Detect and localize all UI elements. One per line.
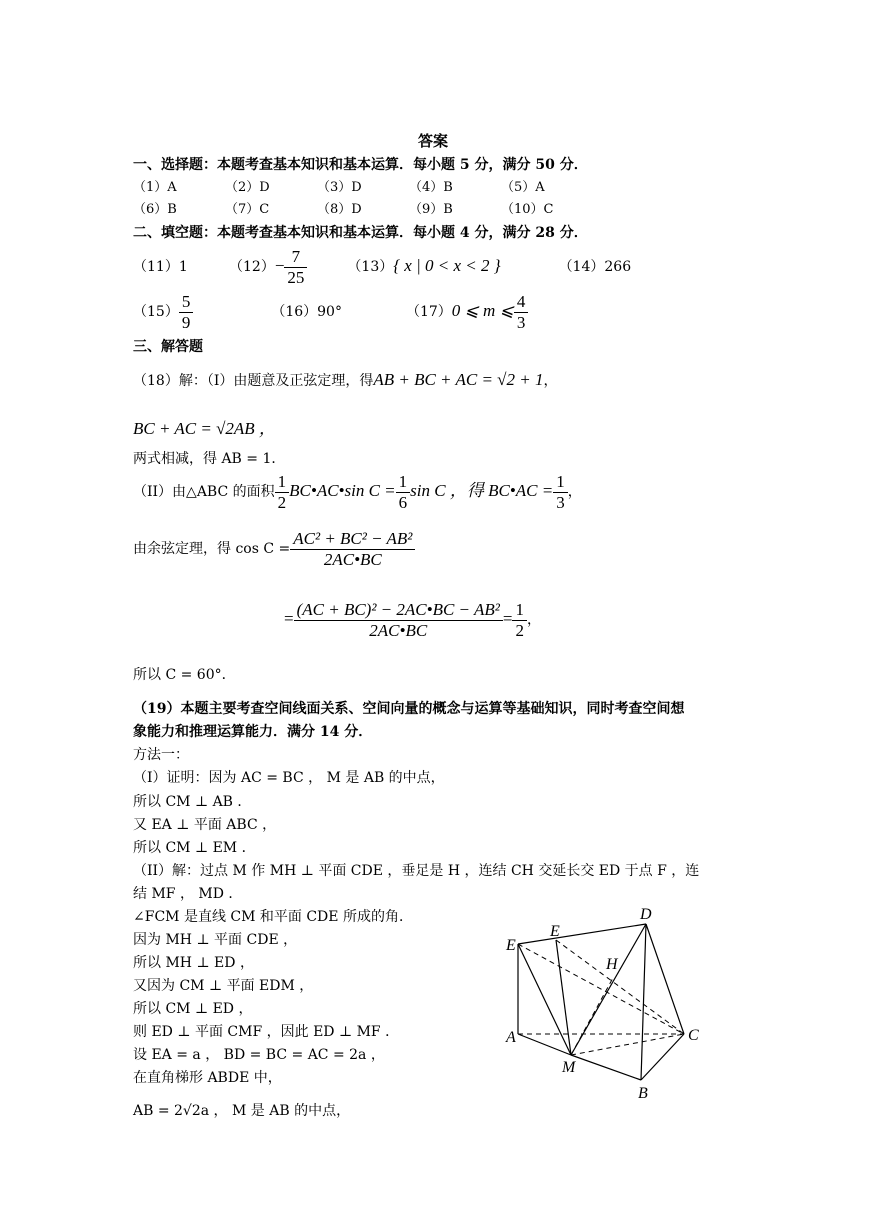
fraction-numerator: AC² + BC² − AB² xyxy=(290,529,415,550)
fraction-numerator: (AC + BC)² − 2AC•BC − AB² xyxy=(294,600,503,621)
page-title: 答案 xyxy=(418,132,449,150)
fraction-denominator: 25 xyxy=(287,267,305,287)
section2-heading: 二、填空题：本题考查基本知识和基本运算．每小题 4 分，满分 28 分． xyxy=(133,225,588,241)
fraction-numerator: 1 xyxy=(396,472,411,493)
label-A: A xyxy=(506,1029,516,1046)
proof-line-1: （I）证明：因为 AC = BC ， M 是 AB 的中点， xyxy=(133,770,445,786)
answer-12-label: （12） xyxy=(229,259,275,275)
proof-line-12: 则 ED ⊥ 平面 CMF ，因此 ED ⊥ MF ． xyxy=(133,1024,400,1040)
q18-line1-formula: AB + BC + AC = √2 + 1 xyxy=(373,370,544,389)
answer-12-sign: − xyxy=(274,256,285,275)
answer-9: （9）B xyxy=(409,202,453,217)
fraction-denominator: 3 xyxy=(556,492,565,512)
label-D: D xyxy=(640,906,652,923)
fraction-denominator: 6 xyxy=(398,492,408,512)
answer-5: （5）A xyxy=(501,180,545,195)
proof-line-10: 又因为 CM ⊥ 平面 EDM ， xyxy=(133,978,314,994)
answer-10: （10）C xyxy=(501,202,554,217)
proof-line-2: 所以 CM ⊥ AB ． xyxy=(133,794,252,810)
fraction-denominator: 2 xyxy=(515,620,524,640)
q18-line1: （18）解：（I）由题意及正弦定理，得AB + BC + AC = √2 + 1， xyxy=(133,370,558,389)
answer-17-label: （17） xyxy=(405,304,452,320)
q18-line4: （II）由△ABC 的面积 $\frac{1}{2}$ BC•AC•sin C = $\frac{1}{6}$ sin C ，得 BC•AC = $\frac{1}{3}$ ， xyxy=(133,471,582,512)
q18-line6: = $\frac{\text{(AC + BC)² − 2AC•BC − AB²}}{2AC•BC}$ = $\frac{1}{2}$ ， xyxy=(284,599,541,640)
answer-3: （3）D xyxy=(317,180,362,195)
choice-answers-row1 xyxy=(133,176,593,195)
fraction-denominator: 2AC•BC xyxy=(323,549,382,569)
choice-answers-row2 xyxy=(133,198,593,217)
fraction-denominator: 3 xyxy=(516,312,526,332)
answer-11: （11）1 xyxy=(133,259,188,275)
answer-13-expr: { x | 0 < x < 2 } xyxy=(393,256,501,275)
section3-heading: 三、解答题 xyxy=(133,339,203,355)
answer-2: （2）D xyxy=(225,180,270,195)
answer-17-expr: 0 ⩽ m ⩽ xyxy=(451,301,514,320)
proof-line-5: （II）解：过点 M 作 MH ⊥ 平面 CDE ，垂足是 H ，连结 CH 交延长交 ED 于点 F ，连 xyxy=(133,863,700,879)
cosine-fraction xyxy=(290,529,415,570)
fraction-denominator: 9 xyxy=(181,312,191,332)
fraction-numerator: 7 xyxy=(284,247,307,268)
label-M: M xyxy=(562,1059,576,1076)
fill-row1 xyxy=(133,245,631,287)
fraction-numerator: 1 xyxy=(512,600,527,621)
answer-17-fraction xyxy=(514,292,529,333)
label-E-top: E xyxy=(550,923,560,940)
q18-line2: BC + AC = √2AB ， xyxy=(133,419,276,438)
answer-15-fraction xyxy=(179,292,194,333)
answer-12-fraction xyxy=(284,247,307,288)
answer-8: （8）D xyxy=(317,202,362,217)
answer-6: （6）B xyxy=(133,202,177,217)
q18-line3: 两式相减，得 AB = 1． xyxy=(133,451,286,467)
fraction-denominator: 2 xyxy=(277,492,287,512)
result-fraction xyxy=(512,600,527,641)
answer-14: （14）266 xyxy=(558,259,632,275)
method-label: 方法一： xyxy=(133,747,189,763)
fill-row2 xyxy=(133,290,528,332)
q18-line4-formula2: sin C ，得 BC•AC = xyxy=(410,481,554,500)
answer-1: （1）A xyxy=(133,180,177,195)
fraction-numerator: 1 xyxy=(275,472,290,493)
fraction-sixth xyxy=(396,472,411,513)
proof-line-7: ∠FCM 是直线 CM 和平面 CDE 所成的角． xyxy=(133,909,413,925)
q18-line4-text: （II）由△ABC 的面积 xyxy=(133,484,275,500)
answer-13-label: （13） xyxy=(347,259,394,275)
fraction-numerator: 5 xyxy=(179,292,194,313)
answer-4: （4）B xyxy=(409,180,453,195)
proof-line-15: AB = 2√2a ， M 是 AB 的中点， xyxy=(133,1103,351,1119)
q19-heading-2: 象能力和推理运算能力．满分 14 分． xyxy=(133,724,373,740)
q18-line5-text: 由余弦定理，得 cos C = xyxy=(133,541,291,557)
proof-line-11: 所以 CM ⊥ ED ， xyxy=(133,1001,253,1017)
answer-16: （16）90° xyxy=(271,304,342,320)
fraction-half xyxy=(275,472,290,513)
q18-line4-formula: BC•AC•sin C = xyxy=(289,481,396,500)
label-C: C xyxy=(688,1027,699,1044)
answer-15-label: （15） xyxy=(133,304,179,320)
fraction-denominator: 2AC•BC xyxy=(369,620,428,640)
expanded-fraction xyxy=(294,600,503,641)
proof-line-3: 又 EA ⊥ 平面 ABC ， xyxy=(133,817,277,833)
q18-line1-text: （18）解：（I）由题意及正弦定理，得 xyxy=(133,373,374,389)
fraction-third xyxy=(553,472,568,513)
figure-solid-lines xyxy=(518,924,684,1080)
proof-line-14: 在直角梯形 ABDE 中， xyxy=(133,1070,282,1086)
proof-line-6: 结 MF ， MD ． xyxy=(133,886,243,902)
q19-heading-1: （19）本题主要考查空间线面关系、空间向量的概念与运算等基础知识，同时考查空间想 xyxy=(133,701,685,717)
proof-line-4: 所以 CM ⊥ EM ． xyxy=(133,840,256,856)
geometry-figure xyxy=(500,900,720,1100)
proof-line-9: 所以 MH ⊥ ED ， xyxy=(133,955,254,971)
proof-line-8: 因为 MH ⊥ 平面 CDE ， xyxy=(133,932,298,948)
label-B: B xyxy=(638,1085,648,1100)
label-E-left: E xyxy=(506,937,516,954)
proof-line-13: 设 EA = a ， BD = BC = AC = 2a ， xyxy=(133,1047,385,1063)
section1-heading: 一、选择题：本题考查基本知识和基本运算．每小题 5 分，满分 50 分． xyxy=(133,157,588,173)
label-H: H xyxy=(606,956,618,973)
fraction-numerator: 4 xyxy=(514,292,529,313)
fraction-numerator: 1 xyxy=(553,472,568,493)
q18-line7: 所以 C = 60°． xyxy=(133,667,236,683)
answer-7: （7）C xyxy=(225,202,270,217)
q18-line5 xyxy=(133,526,415,572)
